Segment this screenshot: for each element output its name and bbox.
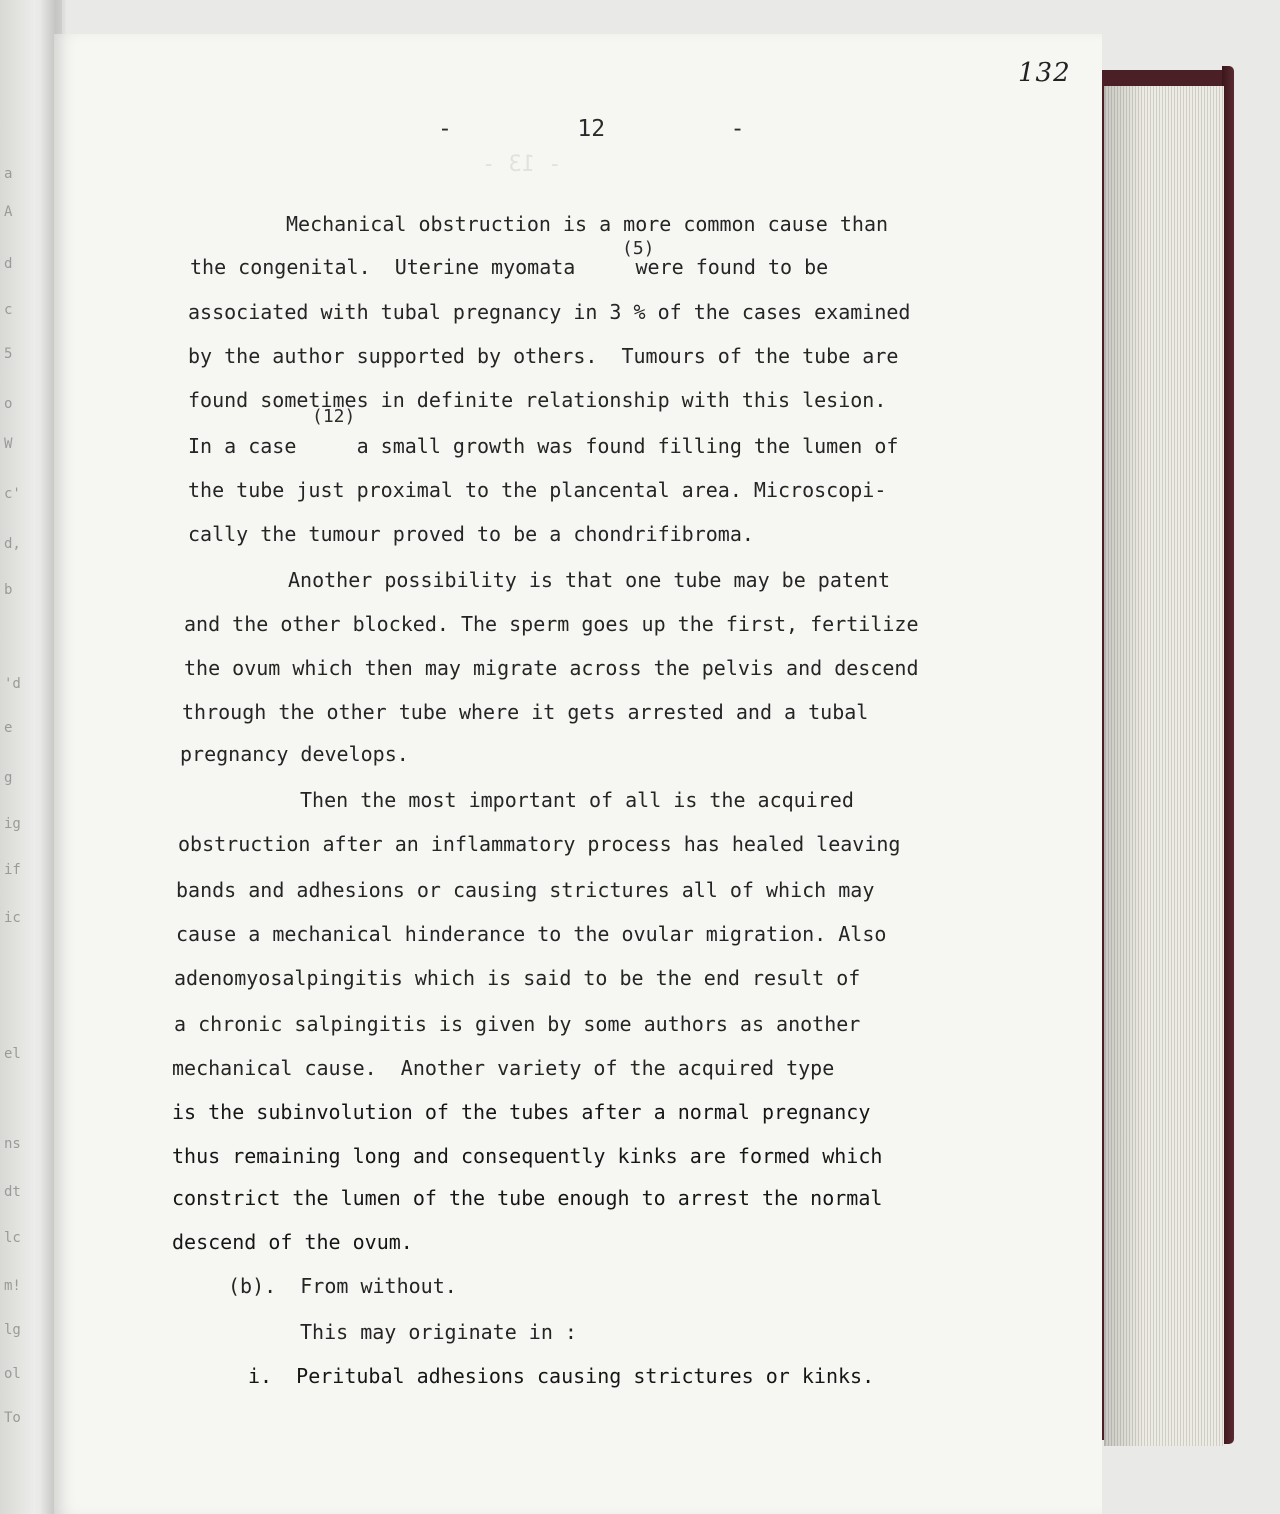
reference-marker: (12): [312, 406, 356, 427]
left-fragment: c: [4, 302, 13, 318]
text-line: i. Peritubal adhesions causing strictures or kinks.: [248, 1364, 875, 1388]
left-fragment: c': [4, 486, 21, 502]
left-fragment: A: [4, 204, 13, 220]
left-fragment: d: [4, 256, 13, 272]
left-fragment: el: [4, 1046, 21, 1062]
page-header: - 12 -: [438, 116, 745, 142]
text-line: descend of the ovum.: [172, 1230, 413, 1254]
text-line: thus remaining long and consequently kinks are formed which: [172, 1144, 883, 1168]
text-line: associated with tubal pregnancy in 3 % of the cases examined: [188, 300, 911, 324]
text-line: obstruction after an inflammatory process has healed leaving: [178, 832, 901, 856]
text-line: adenomyosalpingitis which is said to be the end result of: [174, 966, 861, 990]
text-line: and the other blocked. The sperm goes up the first, fertilize: [184, 612, 919, 636]
text-line: through the other tube where it gets arrested and a tubal: [182, 700, 869, 724]
left-fragment: 'd: [4, 676, 21, 692]
text-line: the ovum which then may migrate across the pelvis and descend: [184, 656, 919, 680]
left-fragment: ns: [4, 1136, 21, 1152]
text-line: by the author supported by others. Tumours of the tube are: [188, 344, 899, 368]
left-fragment: lg: [4, 1322, 21, 1338]
left-fragment: if: [4, 862, 21, 878]
text-line: cause a mechanical hinderance to the ovular migration. Also: [176, 922, 887, 946]
text-line: is the subinvolution of the tubes after a normal pregnancy: [172, 1100, 871, 1124]
left-fragment: b: [4, 582, 13, 598]
text-line: Then the most important of all is the acquired: [300, 788, 854, 812]
left-fragment: dt: [4, 1184, 21, 1200]
text-line: Another possibility is that one tube may be patent: [288, 568, 891, 592]
text-line: found sometimes in definite relationship with this lesion.: [188, 388, 887, 412]
left-fragment: To: [4, 1410, 21, 1426]
left-fragment: o: [4, 396, 13, 412]
left-fragment: g: [4, 770, 13, 786]
text-line: This may originate in :: [300, 1320, 577, 1344]
left-fragment: W: [4, 436, 13, 452]
left-fragment: 5: [4, 346, 13, 362]
text-line: Mechanical obstruction is a more common cause than: [286, 212, 889, 236]
bleed-through-header: - 13 -: [482, 152, 562, 177]
text-line: (b). From without.: [228, 1274, 457, 1298]
text-line: bands and adhesions or causing strictures all of which may: [176, 878, 875, 902]
page-stack-shadow: [1104, 86, 1144, 1446]
left-fragment: m!: [4, 1278, 21, 1294]
left-fragment: a: [4, 166, 13, 182]
left-fragment: d,: [4, 536, 21, 552]
left-fragment: ol: [4, 1366, 21, 1382]
text-line: the tube just proximal to the plancental area. Microscopi-: [188, 478, 887, 502]
text-line: a chronic salpingitis is given by some authors as another: [174, 1012, 861, 1036]
left-fragment: lc: [4, 1230, 21, 1246]
handwritten-page-number: 132: [1018, 58, 1071, 88]
text-line: the congenital. Uterine myomata were found to be: [190, 255, 829, 279]
left-fragment: e: [4, 720, 13, 736]
text-line: mechanical cause. Another variety of the acquired type: [172, 1056, 835, 1080]
text-line: constrict the lumen of the tube enough to arrest the normal: [172, 1186, 883, 1210]
text-line: In a case a small growth was found filling the lumen of: [188, 434, 899, 458]
left-fragment: ic: [4, 910, 21, 926]
reference-marker: (5): [622, 238, 655, 259]
text-line: pregnancy develops.: [180, 742, 409, 766]
left-fragment: ig: [4, 816, 21, 832]
text-line: cally the tumour proved to be a chondrifibroma.: [188, 522, 754, 546]
